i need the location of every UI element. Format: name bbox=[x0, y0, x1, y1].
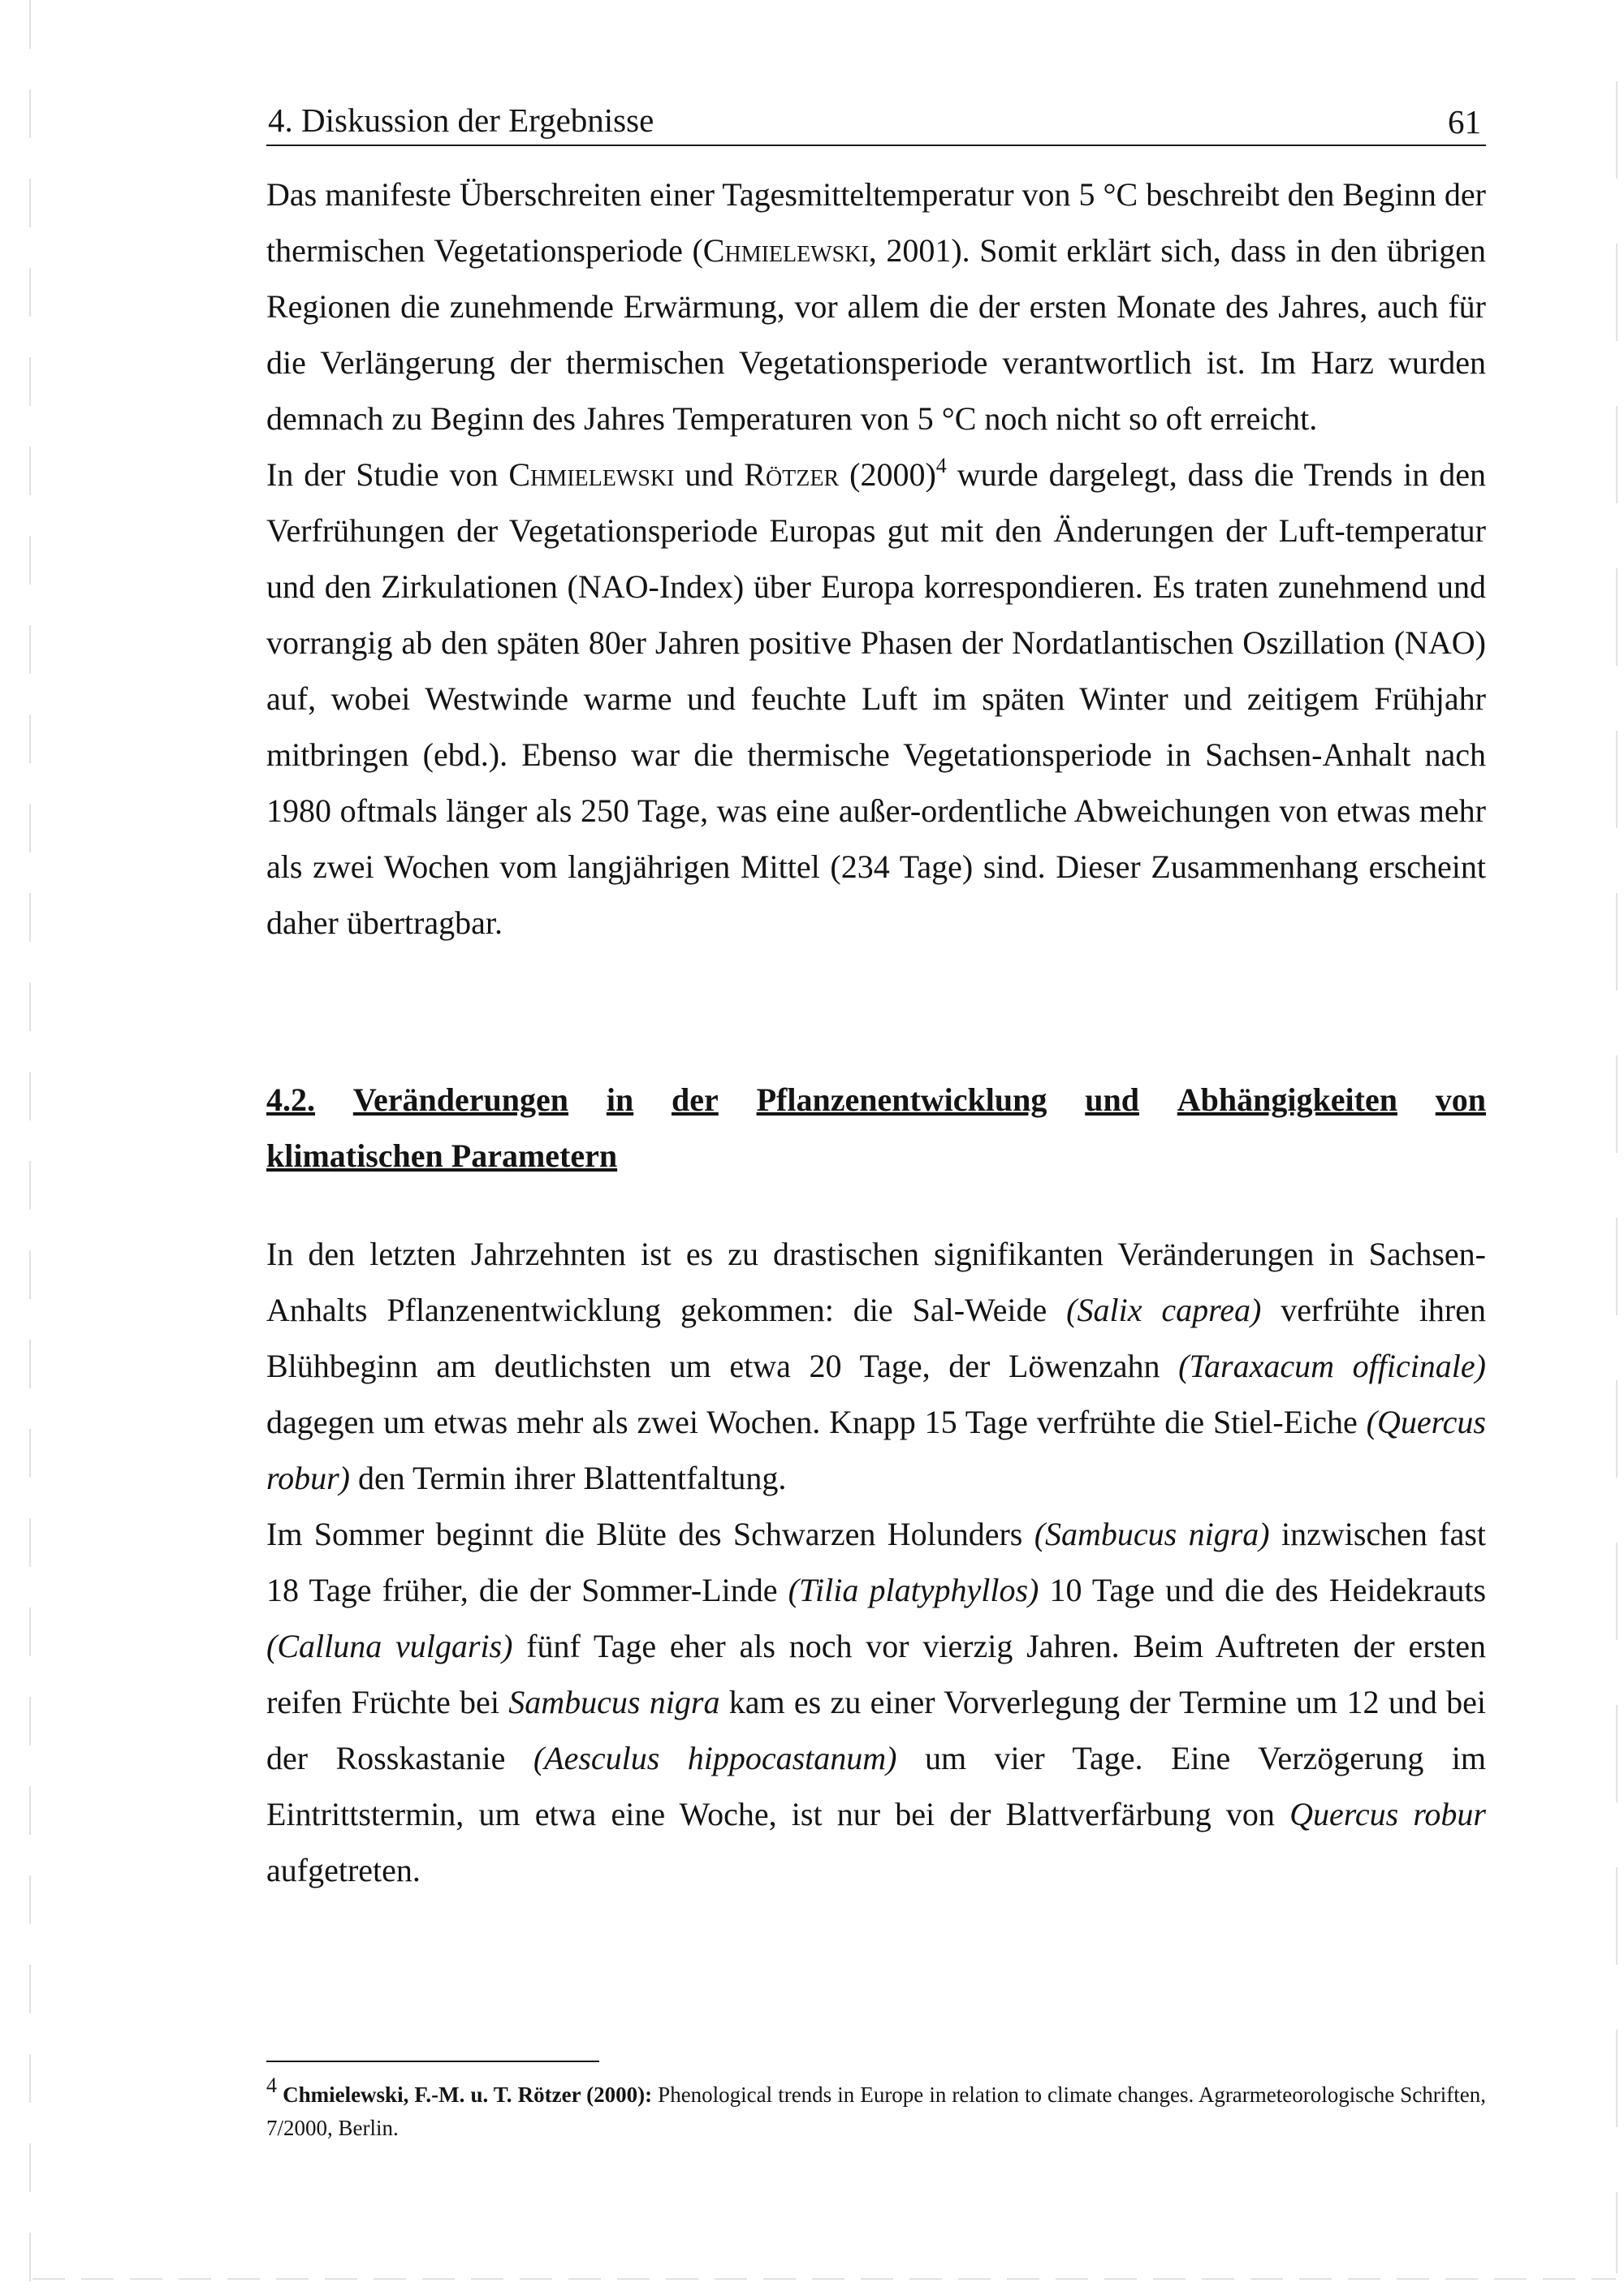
footnote-separator bbox=[266, 2061, 599, 2062]
running-header bbox=[266, 96, 1486, 146]
paragraph-1: Das manifeste Überschreiten einer Tagesmitteltemperatur von 5 °C beschreibt den Beginn der thermischen Vegetationsperiode (Chmielewski, 2001). Somit erklärt sich, dass in den übrigen Regionen die zunehmende Erwärmung, vor allem die der ersten Monate des Jahres, auch für die Verlängerung der thermischen Vegetationsperiode verantwortlich ist. Im Harz wurden demnach zu Beginn des Jahres Temperaturen von 5 °C noch nicht so oft erreicht. bbox=[266, 176, 1486, 437]
paragraph-4: Im Sommer beginnt die Blüte des Schwarzen Holunders (Sambucus nigra) inzwischen fast 18 Tage früher, die der Sommer-Linde (Tilia platyphyllos) 10 Tage und die des Heidekrauts (Calluna vulgaris) fünf Tage eher als noch vor vierzig Jahren. Beim Auftreten der ersten reifen Früchte bei Sambucus nigra kam es zu einer Vorverlegung der Termine um 12 und bei der Rosskastanie (Aesculus hippocastanum) um vier Tage. Eine Verzögerung im Eintrittstermin, um etwa eine Woche, ist nur bei der Blattverfärbung von Quercus robur aufgetreten. bbox=[266, 1516, 1487, 1888]
heading-word: von bbox=[1435, 1081, 1486, 1118]
species-name: (Quercus robur) bbox=[266, 1404, 1486, 1496]
paragraph-3: In den letzten Jahrzehnten ist es zu drastischen signifikanten Veränderungen in Sachsen-Anhalts Pflanzenentwicklung gekommen: die Sal-Weide (Salix caprea) verfrühte ihren Blühbeginn am deutlichsten um etwa 20 Tage, der Löwenzahn (Taraxacum officinale) dagegen um etwas mehr als zwei Wochen. Knapp 15 Tage verfrühte die Stiel-Eiche (Quercus robur) den Termin ihrer Blattentfaltung. bbox=[266, 1236, 1486, 1496]
chapter-title: 4. Diskussion der Ergebnisse bbox=[268, 101, 654, 139]
heading-word: Abhängigkeiten bbox=[1177, 1081, 1397, 1118]
section-heading bbox=[266, 1072, 1486, 1184]
section-number: 4.2. bbox=[266, 1081, 315, 1118]
species-name: (Calluna vulgaris) bbox=[266, 1628, 513, 1664]
citation-author: Chmielewski bbox=[508, 456, 675, 493]
heading-word: der bbox=[672, 1081, 719, 1118]
species-name: (Salix caprea) bbox=[1066, 1292, 1262, 1328]
footnote-marker[interactable]: 4 bbox=[935, 453, 947, 477]
footnote-authors: Chmielewski, F.-M. u. T. Rötzer (2000): bbox=[283, 2082, 653, 2107]
citation-author: Chmielewski bbox=[702, 232, 869, 269]
section-heading-line-1 bbox=[266, 1072, 1486, 1128]
species-name: (Tilia platyphyllos) bbox=[788, 1572, 1039, 1608]
footnote bbox=[266, 2074, 1487, 2145]
scan-edge-left bbox=[29, 0, 31, 2296]
scan-edge-right bbox=[1616, 81, 1618, 2273]
heading-word: und bbox=[1085, 1081, 1139, 1118]
heading-word: Veränderungen bbox=[352, 1081, 569, 1118]
text-block-top bbox=[266, 166, 1486, 951]
section-heading-line-2: klimatischen Parametern bbox=[266, 1137, 618, 1174]
paragraph-2: In der Studie von Chmielewski und Rötzer $(2000)^4$ wurde dargelegt, dass die Trends in den Verfrühungen der Vegetationsperiode Europas gut mit den Änderungen der Luft-temperatur und den Zirkulationen (NAO-Index) über Europa korrespondieren. Es traten zunehmend und vorrangig ab den späten 80er Jahren positive Phasen der Nordatlantischen Oszillation (NAO) auf, wobei Westwinde warme und feuchte Luft im späten Winter und zeitigem Frühjahr mitbringen (ebd.). Ebenso war die thermische Vegetationsperiode in Sachsen-Anhalt nach 1980 oftmals länger als 250 Tage, was eine außer-ordentliche Abweichungen von etwas mehr als zwei Wochen vom langjährigen Mittel (234 Tage) sind. Dieser Zusammenhang erscheint daher übertragbar. bbox=[266, 453, 1486, 941]
species-name: (Taraxacum officinale) bbox=[1178, 1348, 1486, 1384]
page-number: 61 bbox=[1448, 103, 1481, 140]
text-block-bottom bbox=[266, 1226, 1486, 1898]
heading-word: Pflanzenentwicklung bbox=[756, 1081, 1047, 1118]
species-name: (Aesculus hippocastanum) bbox=[533, 1740, 897, 1776]
species-name: (Sambucus nigra) bbox=[1034, 1516, 1270, 1552]
footnote-number: 4 bbox=[266, 2074, 277, 2097]
footnote-text: Phenological trends in Europe in relation to climate changes. Agrarmeteorologische Schriften, 7/2000, Berlin. bbox=[266, 2082, 1487, 2140]
citation-author: Rötzer bbox=[744, 456, 840, 493]
heading-word: in bbox=[606, 1081, 634, 1118]
scan-edge-bottom bbox=[32, 2278, 1616, 2280]
species-name: Quercus robur bbox=[1289, 1796, 1486, 1832]
species-name: Sambucus nigra bbox=[508, 1684, 720, 1720]
